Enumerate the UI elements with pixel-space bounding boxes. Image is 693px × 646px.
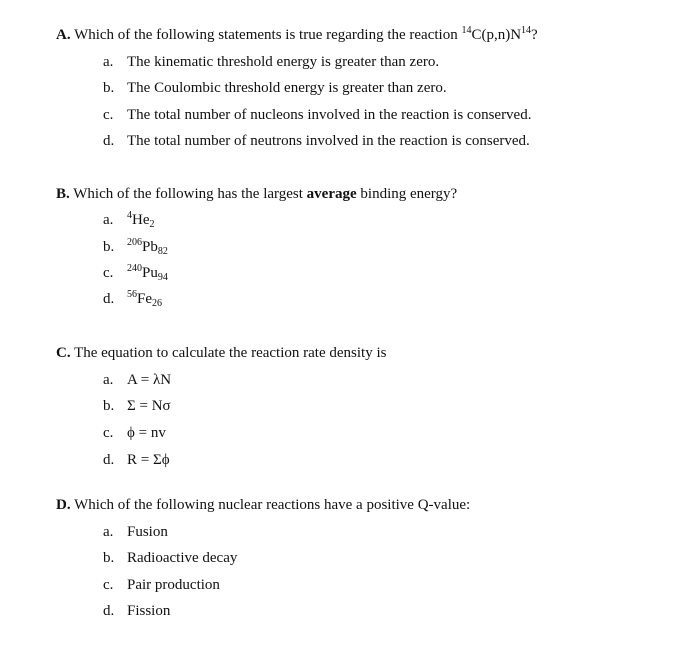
- element-symbol: He: [132, 212, 150, 228]
- option-a[interactable]: [103, 54, 439, 71]
- option-a[interactable]: [103, 372, 171, 389]
- atomic-number: 26: [152, 298, 162, 309]
- atomic-number: 82: [157, 246, 168, 257]
- option-a[interactable]: [103, 524, 168, 541]
- mass-number: 206: [127, 237, 142, 248]
- option-letter: a.: [103, 54, 114, 70]
- option-c[interactable]: [103, 107, 531, 124]
- option-text: R = Σϕ: [127, 452, 170, 468]
- atomic-number: 94: [157, 272, 168, 283]
- mass-number: 14: [461, 25, 472, 36]
- question-c: [56, 345, 386, 362]
- option-b[interactable]: [103, 398, 171, 415]
- option-letter: c.: [103, 425, 114, 441]
- reaction-notation: C(p,n)N: [471, 27, 522, 43]
- option-text: The kinematic threshold energy is greater than zero.: [127, 54, 440, 70]
- option-a[interactable]: [103, 212, 155, 229]
- option-letter: b.: [103, 398, 115, 414]
- option-d[interactable]: [103, 133, 530, 150]
- option-text: ϕ = nv: [127, 425, 166, 441]
- option-text: Fission: [127, 603, 171, 619]
- option-letter: d.: [103, 603, 115, 619]
- question-text: The equation to calculate the reaction rate density is: [74, 345, 387, 361]
- question-text: binding energy?: [356, 186, 458, 202]
- question-punctuation: ?: [531, 27, 538, 43]
- option-letter: d.: [103, 452, 115, 468]
- mass-number: 4: [127, 210, 132, 221]
- question-d: [56, 497, 470, 514]
- option-letter: d.: [103, 133, 115, 149]
- option-letter: d.: [103, 291, 115, 307]
- option-c[interactable]: [103, 425, 166, 442]
- question-text: Which of the following nuclear reactions have a positive Q-value:: [74, 497, 471, 513]
- option-letter: a.: [103, 524, 114, 540]
- mass-number: 240: [127, 263, 142, 274]
- option-letter: a.: [103, 372, 114, 388]
- option-c[interactable]: [103, 577, 220, 594]
- option-text: The total number of nucleons involved in the reaction is conserved.: [127, 107, 532, 123]
- question-text: Which of the following has the largest: [73, 186, 307, 202]
- mass-number: 14: [521, 25, 532, 36]
- element-symbol: Pb: [142, 239, 158, 255]
- option-text: Σ = Nσ: [127, 398, 171, 414]
- mass-number: 56: [127, 289, 137, 300]
- option-text: A = λN: [127, 372, 172, 388]
- option-c[interactable]: [103, 265, 168, 282]
- question-a: [56, 27, 538, 44]
- option-letter: c.: [103, 577, 114, 593]
- element-symbol: Fe: [137, 291, 152, 307]
- option-text: The total number of neutrons involved in the reaction is conserved.: [127, 133, 530, 149]
- atomic-number: 2: [149, 219, 155, 230]
- question-label: D.: [56, 497, 71, 513]
- option-b[interactable]: [103, 80, 447, 97]
- option-letter: b.: [103, 239, 115, 255]
- question-label: A.: [56, 27, 71, 43]
- option-letter: b.: [103, 550, 115, 566]
- option-text: Fusion: [127, 524, 168, 540]
- option-b[interactable]: [103, 550, 237, 567]
- question-label: B.: [56, 186, 70, 202]
- option-b[interactable]: [103, 239, 168, 256]
- option-letter: c.: [103, 107, 114, 123]
- option-d[interactable]: [103, 291, 162, 308]
- emphasis-text: average: [306, 186, 357, 202]
- question-b: [56, 186, 457, 203]
- option-letter: c.: [103, 265, 114, 281]
- option-d[interactable]: [103, 452, 170, 469]
- option-letter: b.: [103, 80, 115, 96]
- question-text: Which of the following statements is true regarding the reaction: [74, 27, 462, 43]
- option-text: Pair production: [127, 577, 220, 593]
- question-label: C.: [56, 345, 71, 361]
- element-symbol: Pu: [142, 265, 158, 281]
- option-letter: a.: [103, 212, 114, 228]
- option-text: Radioactive decay: [127, 550, 238, 566]
- option-text: The Coulombic threshold energy is greater than zero.: [127, 80, 447, 96]
- option-d[interactable]: [103, 603, 170, 620]
